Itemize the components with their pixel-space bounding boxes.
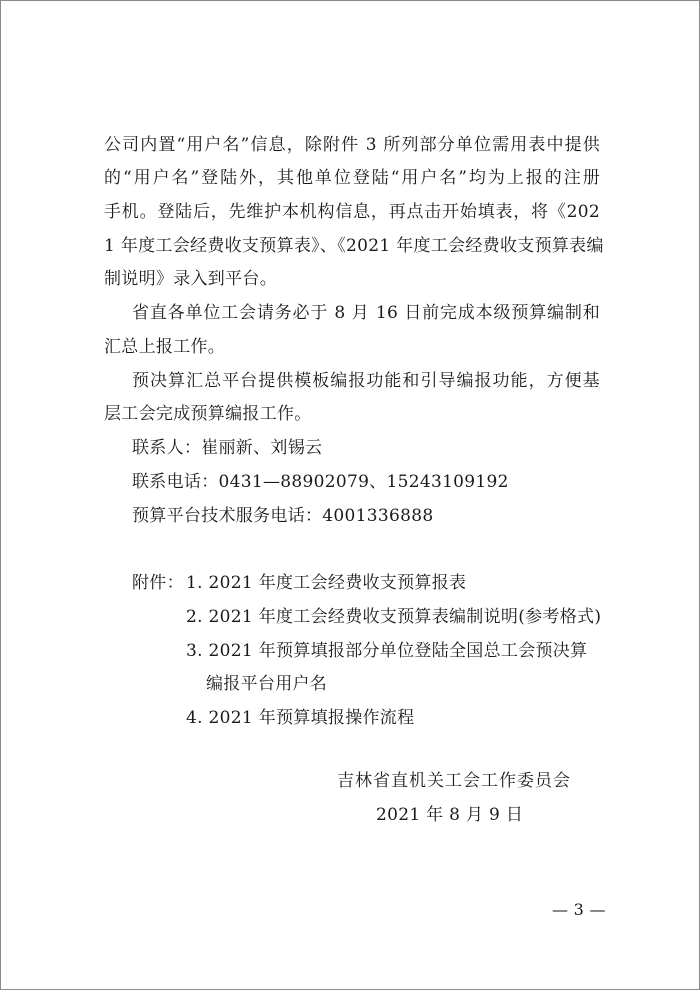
signature-date: 2021 年 8 月 9 日: [376, 805, 524, 825]
attachment-item: 3. 2021 年预算填报部分单位登陆全国总工会预决算: [186, 641, 588, 661]
attachment-item: 2. 2021 年度工会经费收支预算表编制说明(参考格式): [186, 607, 602, 627]
body-line: 预决算汇总平台提供模板编报功能和引导编报功能，方便基: [132, 371, 600, 391]
body-line: 公司内置“用户名”信息，除附件 3 所列部分单位需用表中提供: [104, 135, 600, 155]
contact-person: 联系人：崔丽新、刘锡云: [132, 438, 323, 458]
body-line: 省直各单位工会请务必于 8 月 16 日前完成本级预算编制和: [132, 303, 600, 323]
contact-phone: 联系电话：0431—88902079、15243109192: [132, 472, 509, 492]
body-line: 汇总上报工作。: [104, 337, 226, 357]
support-phone: 预算平台技术服务电话：4001336888: [132, 506, 434, 526]
attachment-item: 1. 2021 年度工会经费收支预算报表: [186, 573, 467, 593]
attachment-item: 4. 2021 年预算填报操作流程: [186, 708, 415, 728]
body-line: 的“用户名”登陆外，其他单位登陆“用户名”均为上报的注册: [104, 168, 600, 188]
attachment-item-continued: 编报平台用户名: [206, 674, 328, 694]
body-line: 层工会完成预算编报工作。: [104, 404, 312, 424]
body-line: 制说明》录入到平台。: [104, 269, 277, 289]
attachments-label: 附件：: [132, 573, 184, 593]
page-number: — 3 —: [552, 900, 606, 919]
body-line: 手机。登陆后，先维护本机构信息，再点击开始填表，将《202: [104, 202, 600, 222]
signature-organization: 吉林省直机关工会工作委员会: [337, 771, 571, 791]
body-line: 1 年度工会经费收支预算表》、《2021 年度工会经费收支预算表编: [104, 236, 604, 256]
